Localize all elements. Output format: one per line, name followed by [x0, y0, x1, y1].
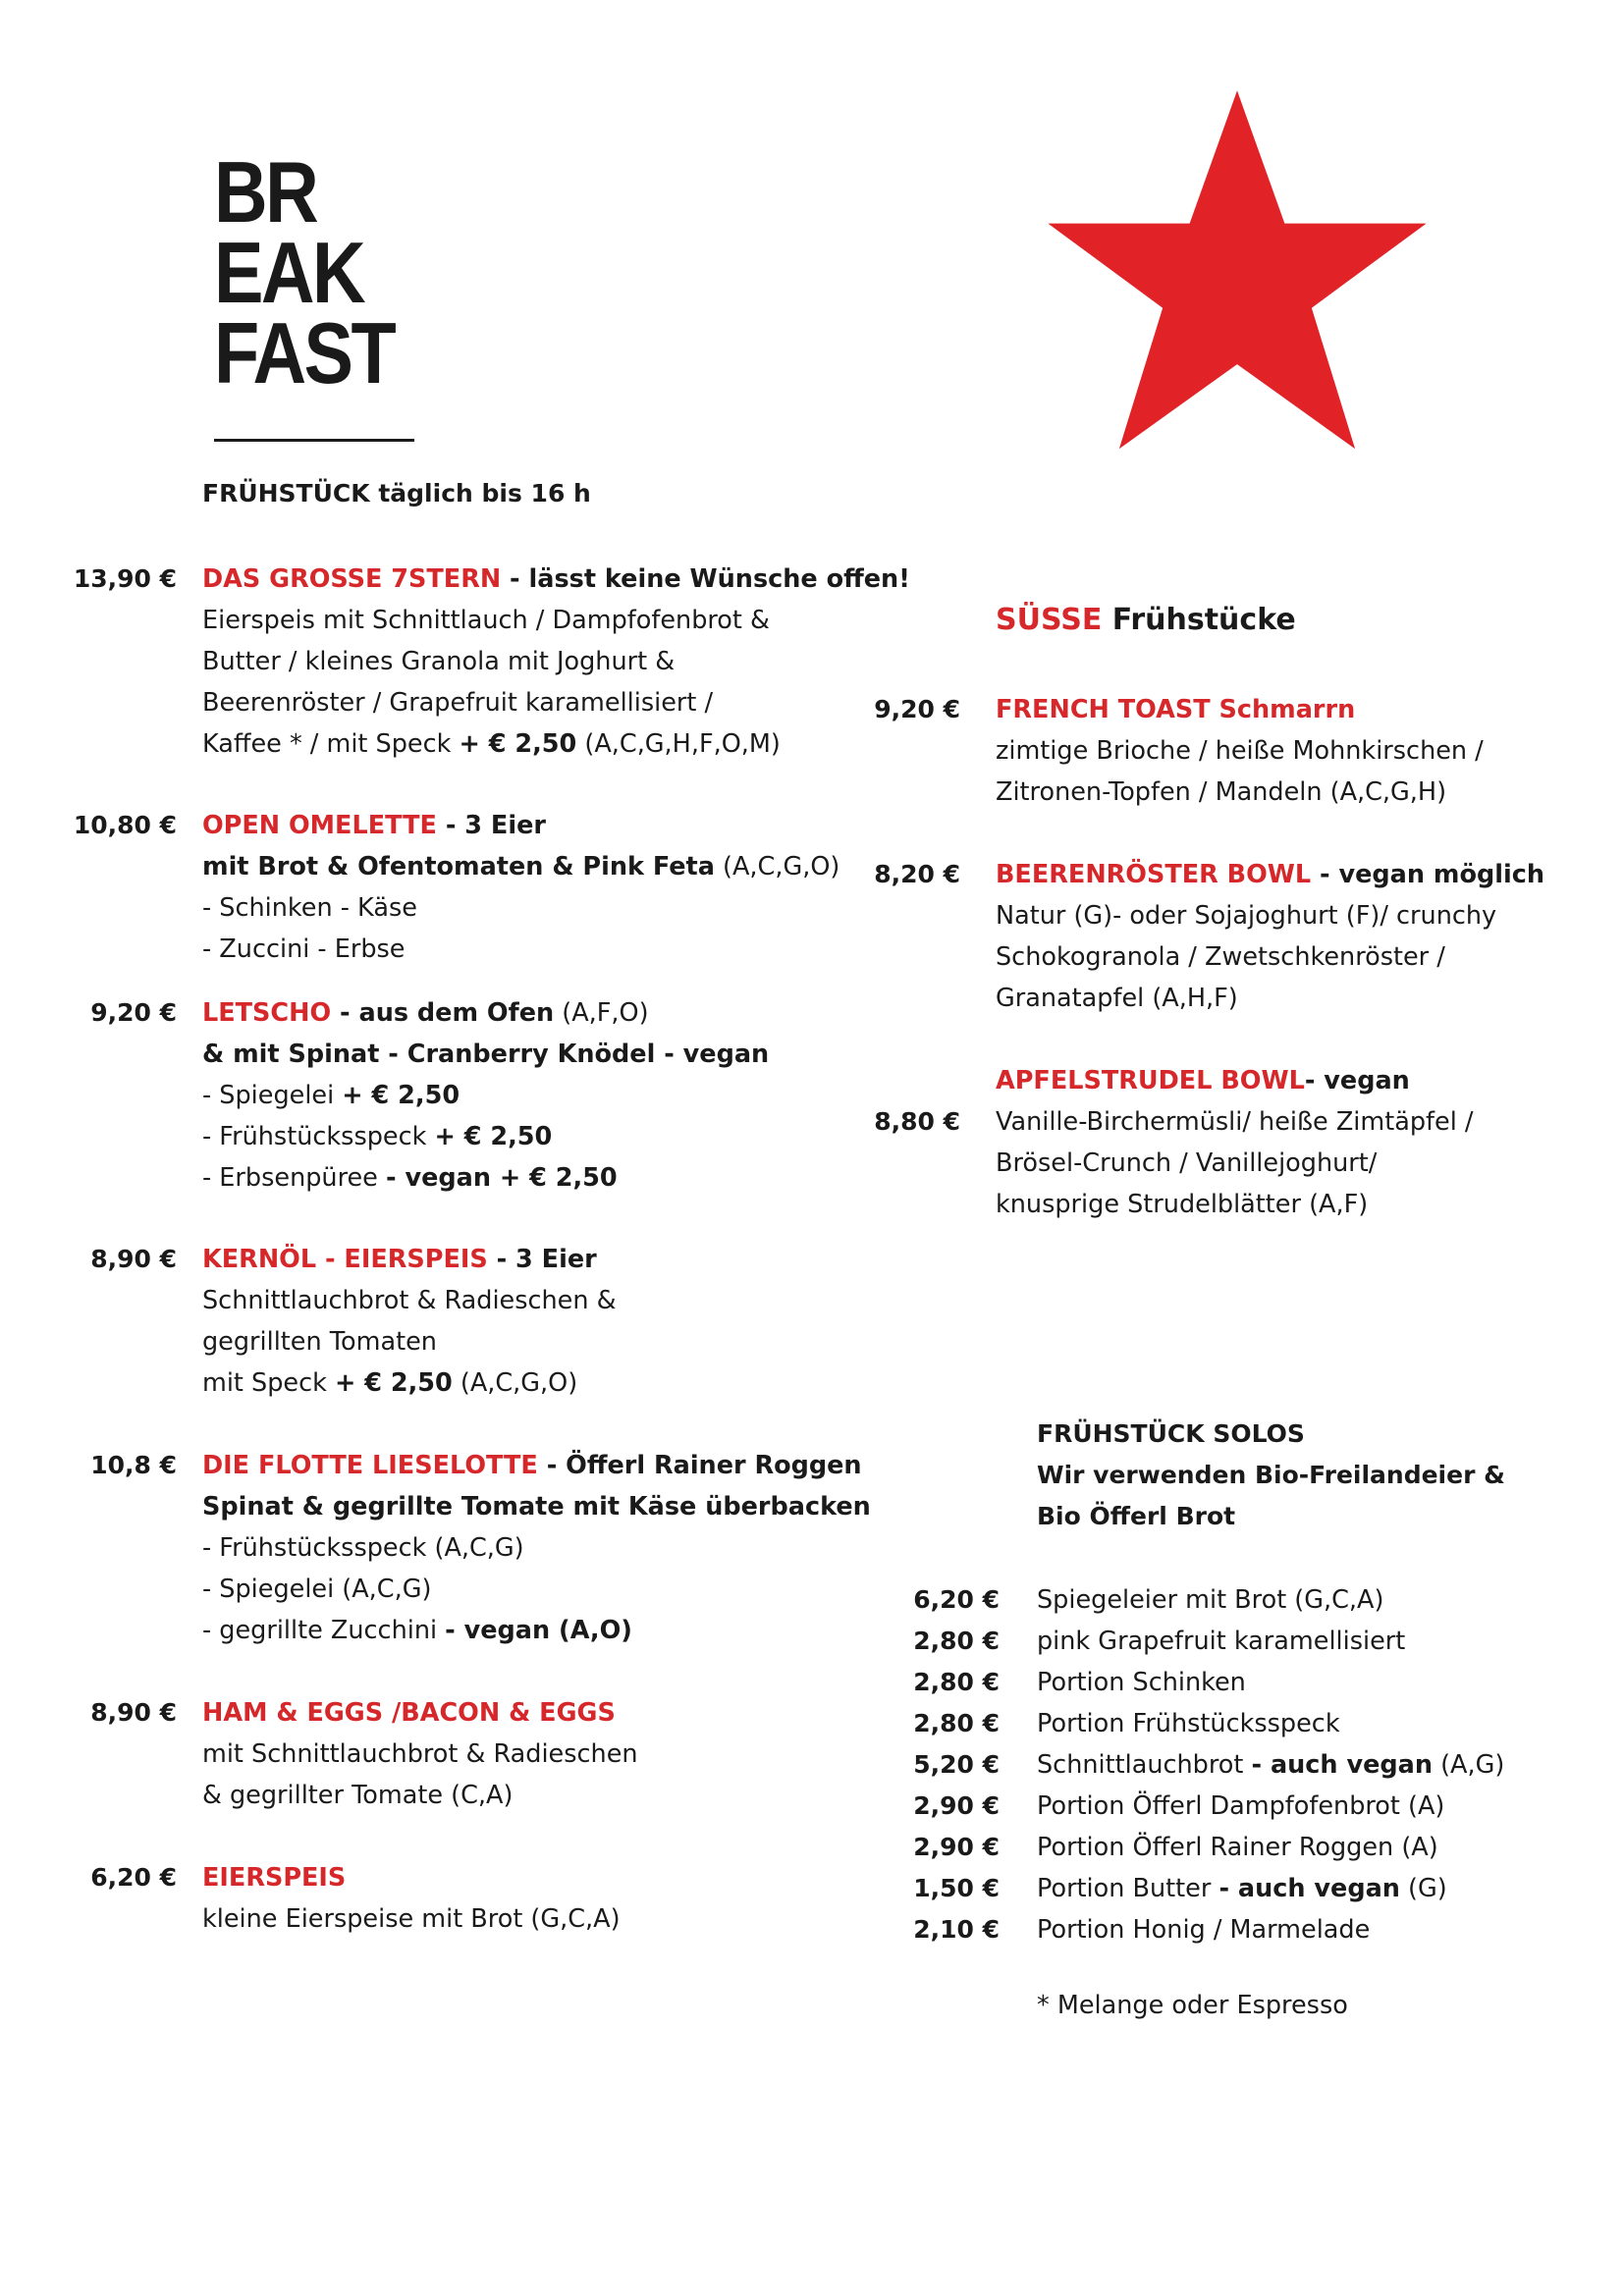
- item-desc-line: Schokogranola / Zwetschkenröster /: [996, 942, 1445, 972]
- item-option: - Spiegelei (A,C,G): [202, 1575, 432, 1604]
- item-vegan-note: - auch vegan: [1251, 1750, 1433, 1780]
- menu-item: [202, 559, 910, 765]
- item-title: HAM & EGGS /BACON & EGGS: [202, 1698, 616, 1728]
- item-desc-line: Schnittlauchbrot & Radieschen &: [202, 1286, 617, 1315]
- menu-item: [202, 805, 839, 970]
- item-desc: Portion Schinken: [1037, 1668, 1246, 1697]
- item-title: DIE FLOTTE LIESELOTTE: [202, 1451, 538, 1480]
- item-title: BEERENRÖSTER BOWL: [996, 860, 1312, 889]
- item-desc-line: Granatapfel (A,H,F): [996, 984, 1238, 1013]
- item-vegan-note: - auch vegan: [1218, 1874, 1400, 1903]
- item-option: - Spiegelei: [202, 1081, 343, 1110]
- item-title-suffix: - vegan möglich: [1311, 860, 1545, 889]
- menu-item: [996, 689, 1484, 813]
- item-desc-line: Butter / kleines Granola mit Joghurt &: [202, 647, 676, 676]
- item-title-suffix: - aus dem Ofen: [331, 998, 555, 1028]
- item-desc: Spiegeleier mit Brot (G,C,A): [1037, 1585, 1384, 1615]
- item-price: 8,20 €: [874, 860, 960, 888]
- solos-note: Wir verwenden Bio-Freilandeier &: [1037, 1461, 1505, 1489]
- item-desc-line: Natur (G)- oder Sojajoghurt (F)/ crunchy: [996, 901, 1497, 931]
- item-desc-line: Kaffee * / mit Speck: [202, 729, 460, 759]
- item-title: FRENCH TOAST Schmarrn: [996, 695, 1356, 724]
- item-price: 2,80 €: [913, 1627, 1000, 1655]
- solos-title: FRÜHSTÜCK SOLOS: [1037, 1419, 1305, 1448]
- logo-line: EAK: [214, 224, 364, 321]
- item-option: - Frühstücksspeck (A,C,G): [202, 1533, 524, 1563]
- item-price: 9,20 €: [874, 695, 960, 723]
- menu-item: [202, 1692, 638, 1816]
- item-title: EIERSPEIS: [202, 1863, 347, 1893]
- item-option: - Erbsenpüree: [202, 1163, 386, 1193]
- item-title-suffix: - vegan: [1304, 1066, 1410, 1095]
- item-price: 8,90 €: [90, 1245, 177, 1273]
- item-price: 10,80 €: [73, 811, 177, 839]
- item-desc: Schnittlauchbrot: [1037, 1750, 1252, 1780]
- item-price: 1,50 €: [913, 1874, 1000, 1902]
- item-price: 2,10 €: [913, 1915, 1000, 1944]
- item-desc-line: Eierspeis mit Schnittlauch / Dampfofenbrot &: [202, 606, 770, 635]
- item-allergens: (A,C,G,H,F,O,M): [576, 729, 781, 759]
- item-price: 2,90 €: [913, 1833, 1000, 1861]
- item-desc-line: zimtige Brioche / heiße Mohnkirschen /: [996, 736, 1484, 766]
- item-desc: Portion Öfferl Rainer Roggen (A): [1037, 1833, 1438, 1862]
- menu-item: [202, 1239, 617, 1404]
- item-title-suffix: - 3 Eier: [436, 811, 546, 840]
- item-addon-price: + € 2,50: [342, 1081, 460, 1110]
- item-desc-line: Zitronen-Topfen / Mandeln (A,C,G,H): [996, 777, 1447, 807]
- item-price: 8,90 €: [90, 1698, 177, 1727]
- page-subtitle: FRÜHSTÜCK täglich bis 16 h: [202, 479, 591, 507]
- sweet-section-title: SÜSSE Frühstücke: [996, 603, 1296, 637]
- item-option: - Schinken - Käse: [202, 893, 417, 923]
- item-allergens: (A,G): [1433, 1750, 1505, 1780]
- red-star-icon: [1036, 79, 1438, 481]
- solos-note: Bio Öfferl Brot: [1037, 1502, 1236, 1530]
- item-title: OPEN OMELETTE: [202, 811, 437, 840]
- item-desc-line: mit Speck: [202, 1368, 335, 1398]
- breakfast-logo: [214, 143, 395, 401]
- menu-item: [996, 1060, 1474, 1225]
- item-desc-line: Beerenröster / Grapefruit karamellisiert /: [202, 688, 714, 718]
- item-price: 8,80 €: [874, 1107, 960, 1136]
- item-addon-price: - vegan + € 2,50: [385, 1163, 618, 1193]
- item-desc: Portion Honig / Marmelade: [1037, 1915, 1371, 1945]
- item-desc: Portion Butter: [1037, 1874, 1219, 1903]
- footnote: * Melange oder Espresso: [1037, 1991, 1348, 2020]
- item-addon-price: + € 2,50: [434, 1122, 553, 1151]
- item-title: DAS GROSSE 7STERN: [202, 564, 502, 594]
- menu-item: [202, 992, 769, 1199]
- item-allergens: (A,F,O): [554, 998, 649, 1028]
- item-desc-line: mit Schnittlauchbrot & Radieschen: [202, 1739, 638, 1769]
- item-option: - Frühstücksspeck: [202, 1122, 435, 1151]
- item-addon-price: + € 2,50: [459, 729, 577, 759]
- item-desc-line: gegrillten Tomaten: [202, 1327, 437, 1357]
- item-price: 6,20 €: [913, 1585, 1000, 1614]
- item-desc: Portion Öfferl Dampfofenbrot (A): [1037, 1791, 1445, 1821]
- menu-item: [202, 1857, 621, 1940]
- item-price: 6,20 €: [90, 1863, 177, 1892]
- item-title-suffix: - Öfferl Rainer Roggen: [537, 1451, 862, 1480]
- item-addon-price: - vegan (A,O): [445, 1616, 632, 1645]
- item-desc: Portion Frühstücksspeck: [1037, 1709, 1340, 1738]
- menu-item: [996, 854, 1544, 1019]
- item-title: LETSCHO: [202, 998, 332, 1028]
- item-title: KERNÖL - EIERSPEIS: [202, 1245, 488, 1274]
- item-subtitle: Spinat & gegrillte Tomate mit Käse überbacken: [202, 1492, 871, 1522]
- logo-line: BR: [214, 143, 317, 240]
- item-price: 13,90 €: [73, 564, 177, 593]
- item-title-suffix: - lässt keine Wünsche offen!: [501, 564, 910, 594]
- item-desc-line: kleine Eierspeise mit Brot (G,C,A): [202, 1904, 621, 1934]
- logo-divider: [214, 439, 414, 442]
- item-allergens: (G): [1399, 1874, 1447, 1903]
- item-price: 2,80 €: [913, 1668, 1000, 1696]
- item-title-suffix: - 3 Eier: [487, 1245, 597, 1274]
- item-title: APFELSTRUDEL BOWL: [996, 1066, 1305, 1095]
- item-price: 9,20 €: [90, 998, 177, 1027]
- item-desc-line: & gegrillter Tomate (C,A): [202, 1781, 514, 1810]
- item-addon-price: + € 2,50: [334, 1368, 453, 1398]
- logo-line: FAST: [214, 304, 395, 401]
- item-allergens: (A,C,G,O): [452, 1368, 578, 1398]
- menu-item: [202, 1445, 871, 1651]
- item-desc-line: Vanille-Birchermüsli/ heiße Zimtäpfel /: [996, 1107, 1474, 1137]
- item-price: 2,80 €: [913, 1709, 1000, 1737]
- item-allergens: (A,C,G,O): [714, 852, 840, 881]
- item-price: 2,90 €: [913, 1791, 1000, 1820]
- item-desc-line: Brösel-Crunch / Vanillejoghurt/: [996, 1148, 1378, 1178]
- item-desc: pink Grapefruit karamellisiert: [1037, 1627, 1406, 1656]
- item-subtitle: mit Brot & Ofentomaten & Pink Feta: [202, 852, 715, 881]
- item-subtitle: & mit Spinat - Cranberry Knödel - vegan: [202, 1040, 770, 1069]
- solos-heading: [1037, 1414, 1505, 1537]
- item-price: 10,8 €: [90, 1451, 177, 1479]
- item-option: - Zuccini - Erbse: [202, 934, 406, 964]
- item-price: 5,20 €: [913, 1750, 1000, 1779]
- item-option: - gegrillte Zucchini: [202, 1616, 446, 1645]
- item-desc-line: knusprige Strudelblätter (A,F): [996, 1190, 1369, 1219]
